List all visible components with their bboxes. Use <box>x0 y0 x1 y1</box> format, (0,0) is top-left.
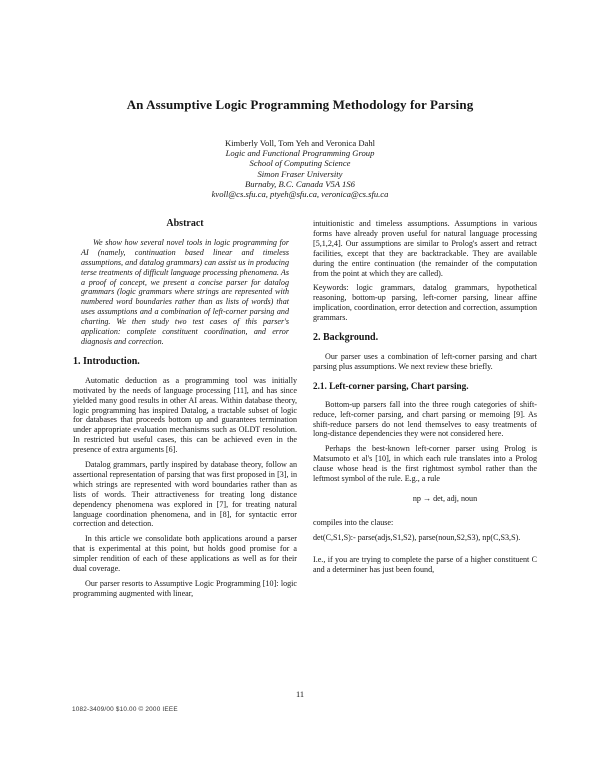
background-text: Our parser uses a combination of left-corner parsing and chart parsing plus assumptions. We next review these briefly. <box>313 351 537 371</box>
intro-paragraph-1: Automatic deduction as a programming tool was initially motivated by the needs of language processing [11], and has since yielded many good results in other AI areas. Within database theory, logic programming has inspired Datalog, a tractable subset of logic for databases that proceeds bottom up and guarantees termination under appropriate evaluation mechanisms such as OLDT resolution. In restricted but useful cases, this can be achieved even in the presence of extra arguments [6]. <box>73 375 297 455</box>
left-column <box>73 214 297 604</box>
paper-title: An Assumptive Logic Programming Methodology for Parsing <box>126 97 474 112</box>
right-column <box>313 219 537 579</box>
background-heading: 2. Background. <box>313 332 379 344</box>
page-number: 11 <box>295 690 305 699</box>
abstract-heading: Abstract <box>166 218 204 229</box>
intro-paragraph-2: Datalog grammars, partly inspired by database theory, follow an assertional representation of parsing that was first proposed in [3], in which strings are represented with word boundaries rather than as lists of words. Their attractiveness for treating long distance dependency phenomena was explored in [7], for treating natural language coordination phenomena, and in [8], for syntactic error correction and detection. <box>73 460 297 529</box>
author-university: Simon Fraser University <box>257 168 343 179</box>
copyright-notice: 1082-3409/00 $10.00 © 2000 IEEE <box>72 706 178 713</box>
final-paragraph: I.e., if you are trying to complete the parse of a higher constituent C and a determiner has just been found, <box>313 554 537 574</box>
prolog-clause: det(C,S1,S):- parse(adjs,S1,S2), parse(noun,S2,S3), np(C,S3,S). <box>313 532 521 542</box>
left-corner-paragraph-2: Perhaps the best-known left-corner parser using Prolog is Matsumoto et al's [10], in which each rule translates into a Prolog clause whose head is the first rightmost symbol rather than the leftmost symbol of the rule. E.g., a rule <box>313 444 537 484</box>
left-corner-paragraph-1: Bottom-up parsers fall into the three rough categories of shift-reduce, left-corner parsing, and chart parsing or memoing [9]. As shift-reduce parsers do not lend themselves to easy treatments of long-distance dependencies they were not considered here. <box>313 399 537 439</box>
compiles-text: compiles into the clause: <box>313 517 394 527</box>
author-emails: kvoll@cs.sfu.ca, ptyeh@sfu.ca, veronica@cs.sfu.ca <box>211 189 389 200</box>
intro-continuation: intuitionistic and timeless assumptions. Assumptions in various forms have already proven useful for natural language processing [5,1,2,4]. Our assumptions are similar to Prolog's assert and retract facilities, except that they are backtrackable. They are available during the entire continuation (the remainder of the computation from the point at which they are called). <box>313 219 537 278</box>
author-location: Burnaby, B.C. Canada V5A 1S6 <box>245 178 355 189</box>
author-group: Logic and Functional Programming Group <box>225 148 375 159</box>
keywords: Keywords: logic grammars, datalog grammars, hypothetical reasoning, bottom-up parsing, left-corner parsing, linear affine implication, coordination, error detection and correction, assumption grammars. <box>313 283 537 323</box>
grammar-rule: np → det, adj, noun <box>412 493 478 503</box>
introduction-heading: 1. Introduction. <box>73 355 140 367</box>
left-corner-heading: 2.1. Left-corner parsing, Chart parsing. <box>313 380 469 391</box>
author-names: Kimberly Voll, Tom Yeh and Veronica Dahl <box>224 138 376 148</box>
abstract-text: We show how several novel tools in logic programming for AI (namely, continuation based linear and timeless assumptions, and datalog grammars) can assist us in producing terse treatments of difficult language processing phenomena. As a proof of concept, we present a concise parser for datalog grammars (logic grammars where strings are represented with numbered word boundaries rather than as lists of words) that uses assumptions and a combination of left-corner parsing and charting. We then study two test cases of this parser's application: complete constituent coordination, and error diagnosis and correction. <box>81 237 289 346</box>
intro-paragraph-3: In this article we consolidate both applications around a parser that is experimental at this point, but holds good promise for a simpler rendition of each of these applications as well as for their dual coverage. <box>73 534 297 574</box>
intro-paragraph-4: Our parser resorts to Assumptive Logic Programming [10]: logic programming augmented with linear, <box>73 579 297 598</box>
author-school: School of Computing Science <box>249 158 351 169</box>
author-block <box>0 138 600 199</box>
